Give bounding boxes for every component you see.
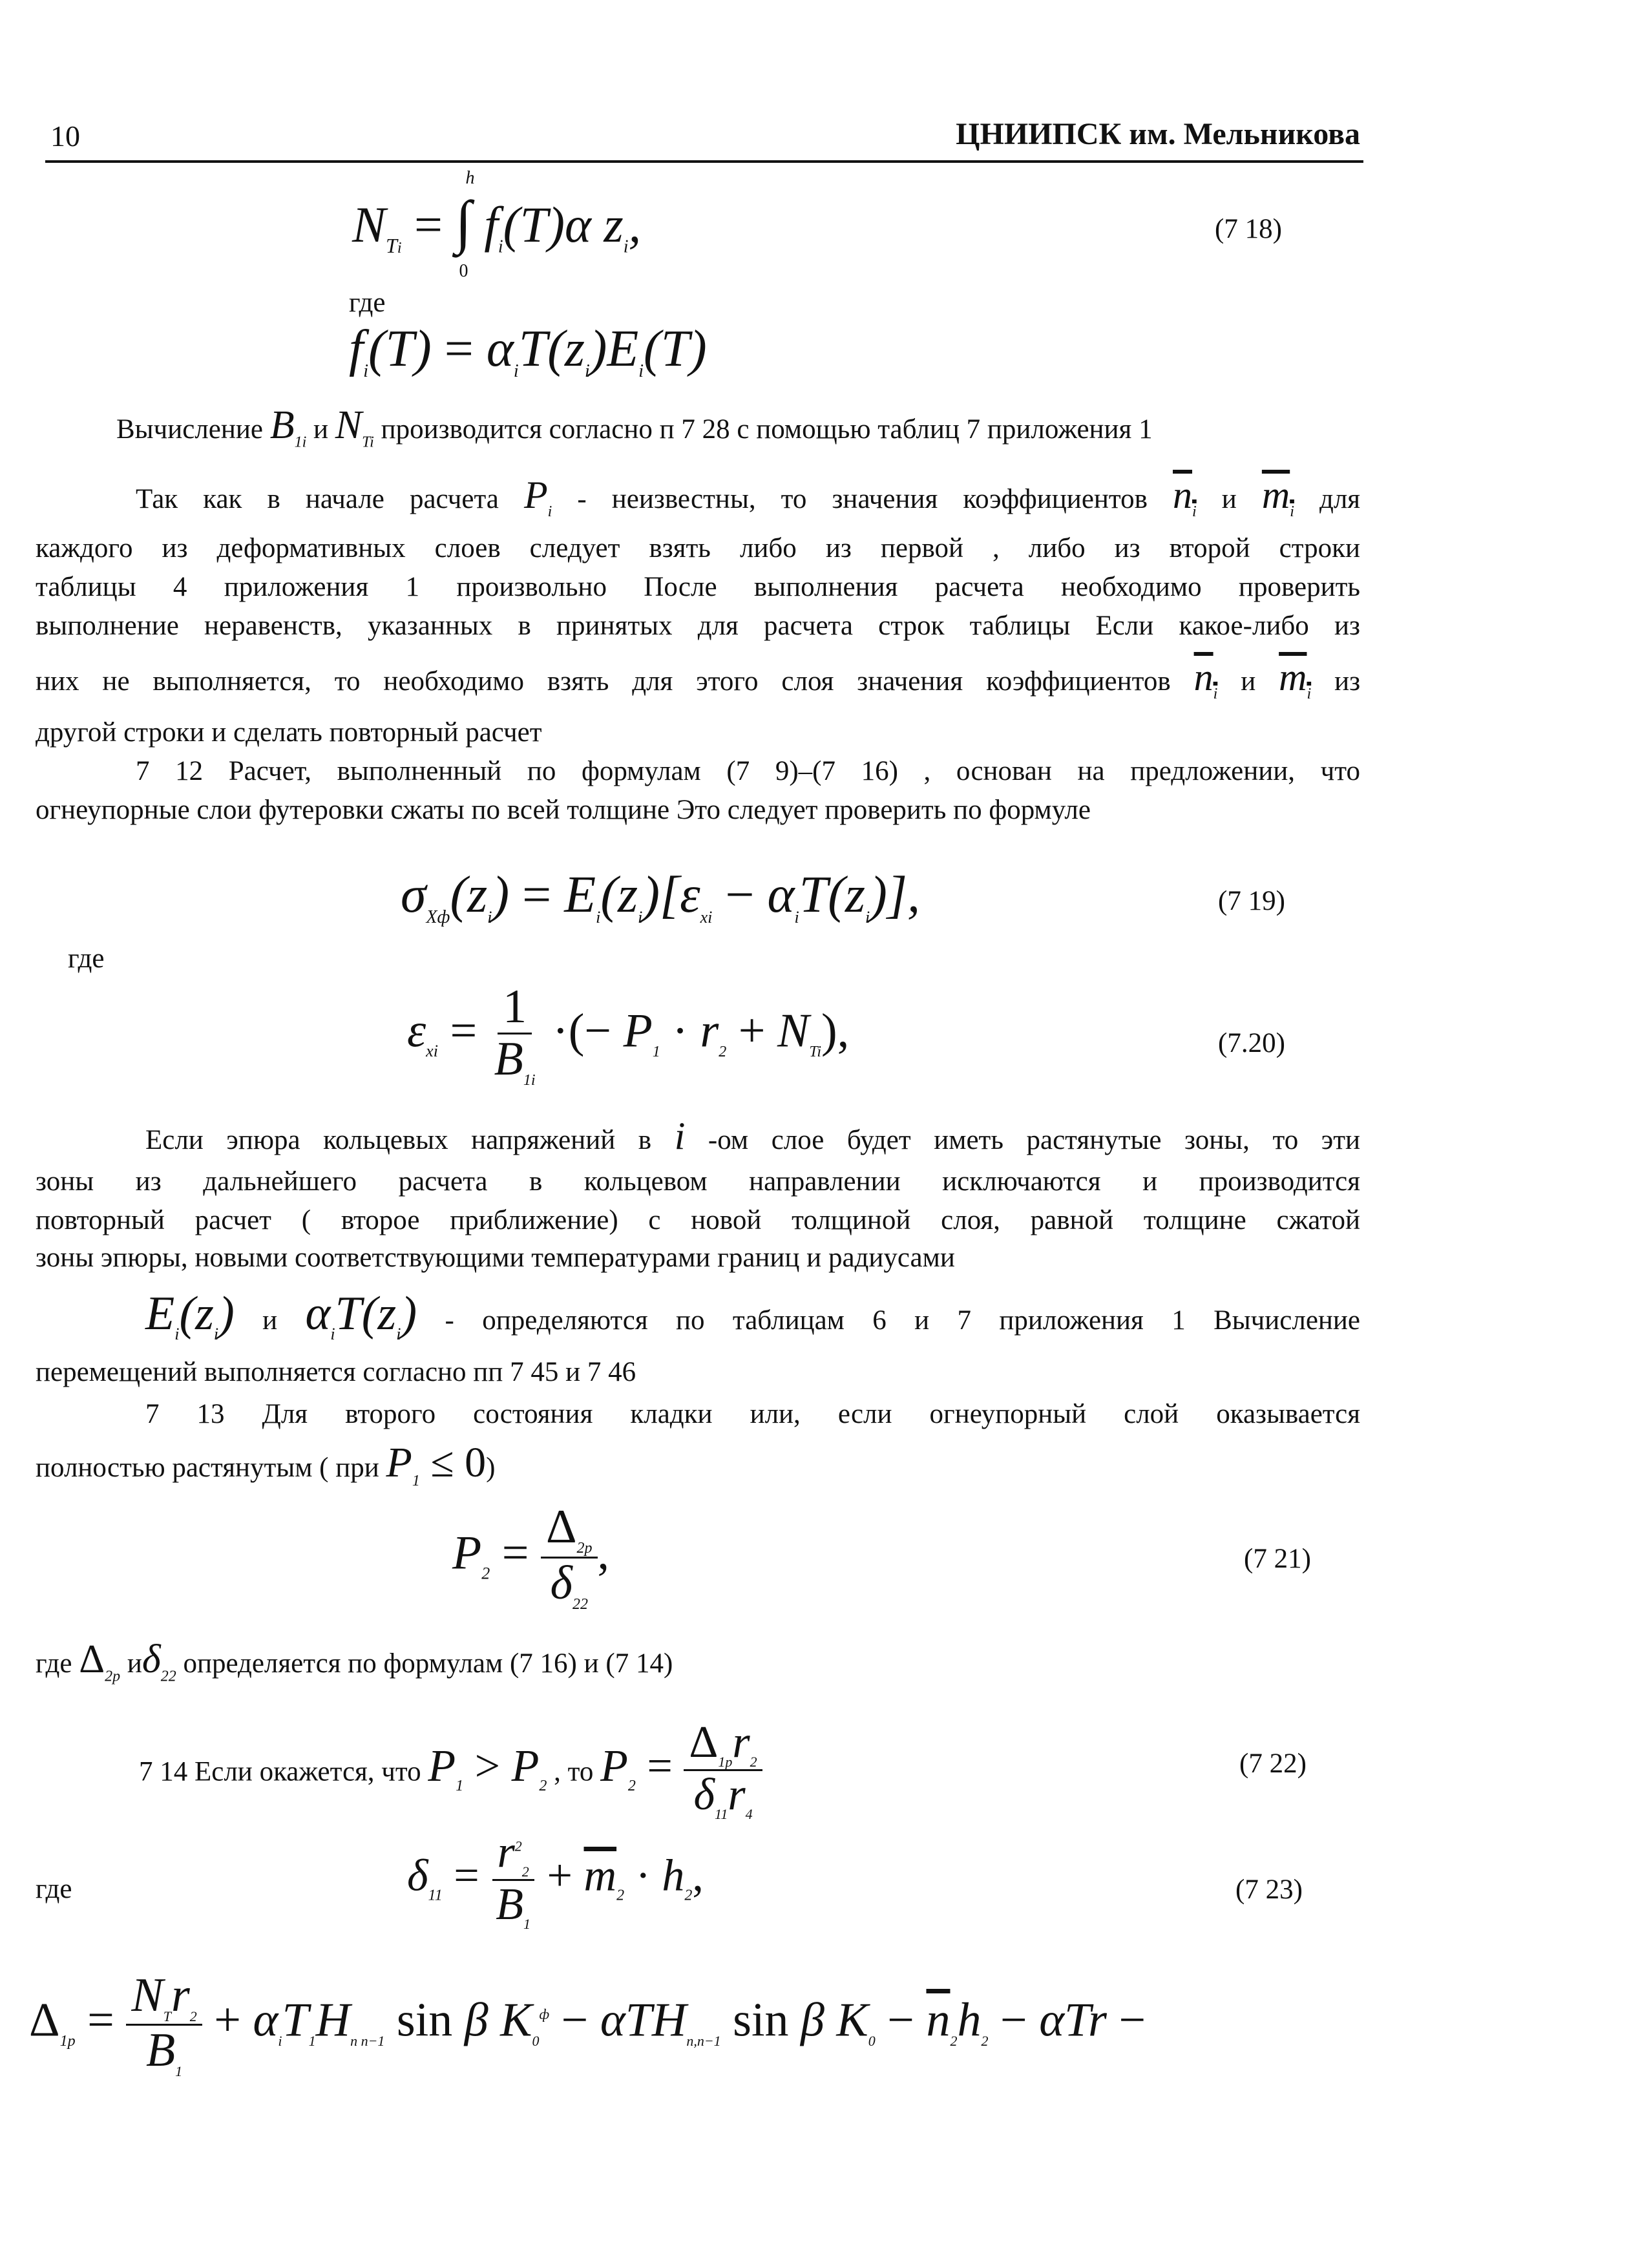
paragraph-line: них не выполняется, то необходимо взять для этого слоя значения коэффициентов $n_i$ и $m_i$ из <box>36 656 1361 702</box>
running-header: ЦНИИПСК им. Мельникова <box>956 117 1360 151</box>
where-label: где <box>68 943 105 974</box>
equation-number-7-18: (7 18) <box>1215 214 1282 244</box>
equation-7-20: $\varepsilon_{xi}$ = $\frac{1}{B_{1i}}$ ·(− $P_1 \cdot r_2 + N_{Ti}$), <box>407 980 850 1089</box>
paragraph-7-14: 7 14 Если окажется, что $P_1 > P_2$ , то $P_2$ = $\frac{\Delta_{1p}r_2}{\delta_{11}r_4}$ <box>139 1719 762 1822</box>
delta-definition-line: где $\Delta_{2p}$ $и\delta_{22}$ определяется по формулам (7 16) и (7 14) <box>36 1637 673 1685</box>
where-label: где <box>36 1874 72 1904</box>
paragraph-line: повторный расчет ( второе приближение) с новой толщиной слоя, равной толщине сжатой <box>36 1205 1360 1235</box>
computation-line: Вычисление $B_{1i}$ и $N_{Ti}$ производится согласно п 7 28 с помощью таблиц 7 приложения 1 <box>116 403 1153 451</box>
paragraph-line: зоны из дальнейшего расчета в кольцевом направлении исключаются и производится <box>36 1166 1360 1197</box>
equation-number-7-20: (7.20) <box>1218 1028 1285 1058</box>
paragraph-line: выполнение неравенств, указанных в принятых для расчета строк таблицы Если какое-либо из <box>36 611 1360 641</box>
where-label: где <box>349 288 386 318</box>
equation-7-18: $N_{Ti}$ = ∫ h 0 $f_i(T)\alpha$ $z_i$, <box>352 168 642 281</box>
equation-7-23: $\delta_{11}$ = $\frac{r^2_2}{B_1}$ + $\overline{m}_2 \cdot h_2$, <box>407 1827 704 1933</box>
equation-number-7-23: (7 23) <box>1235 1874 1303 1905</box>
paragraph-7-12-line2: огнеупорные слои футеровки сжаты по всей толщине Это следует проверить по формуле <box>36 795 1091 825</box>
paragraph-line: другой строки и сделать повторный расчет <box>36 717 542 748</box>
equation-f-T: $f_i(T) = \alpha_iT(z_i)E_i(T)$ <box>349 320 707 381</box>
header-rule <box>45 160 1363 163</box>
paragraph-initial-values: Так как в начале расчета $P_i$ - неизвестны, то значения коэффициентов $n_i$ и $m_i$ для <box>136 474 1361 520</box>
paragraph-zones: Если эпюра кольцевых напряжений в i -ом слое будет иметь растянутые зоны, то эти <box>145 1115 1361 1157</box>
equation-number-7-19: (7 19) <box>1218 886 1285 916</box>
equation-number-7-21: (7 21) <box>1244 1544 1311 1574</box>
paragraph-7-13-line2: полностью растянутым ( при $P_1 \le 0$) <box>36 1439 496 1490</box>
equation-7-19: $\sigma_{Xф}(z_i) = E_i(z_i)[\varepsilon_{xi} - \alpha_iT(z_i)]$, <box>401 866 921 927</box>
equation-delta-1p: $\Delta_{1p}$ = $\frac{N_Tr_2}{B_1}$ + $\alpha_iT_1H_{n n-1}$ sin β $K_0^ф - \alpha TH_{n,n-1}$ sin β $K_0 - \overline{n}_2h_2 - \alpha Tr$ − <box>29 1969 1146 2079</box>
paragraph-line: каждого из деформативных слоев следует взять либо из первой , либо из второй строки <box>36 533 1360 563</box>
paragraph-7-13: 7 13 Для второго состояния кладки или, если огнеупорный слой оказывается <box>145 1399 1360 1429</box>
equation-7-21: $P_2$ = $\frac{\Delta_{2p}}{\delta_{22}}$ , <box>452 1500 610 1613</box>
page-number: 10 <box>50 120 80 152</box>
paragraph-line: зоны эпюры, новыми соответствующими температурами границ и радиусами <box>36 1243 955 1273</box>
paragraph-line: перемещений выполняется согласно пп 7 45 и 7 46 <box>36 1357 636 1387</box>
paragraph-line: $E_i(z_i)$ и $\alpha_iT(z_i)$ - определяются по таблицам 6 и 7 приложения 1 Вычисление <box>145 1287 1361 1343</box>
paragraph-line: таблицы 4 приложения 1 произвольно После выполнения расчета необходимо проверить <box>36 572 1360 602</box>
equation-number-7-22: (7 22) <box>1239 1748 1307 1779</box>
paragraph-7-12: 7 12 Расчет, выполненный по формулам (7 9)–(7 16) , основан на предложении, что <box>136 756 1360 786</box>
